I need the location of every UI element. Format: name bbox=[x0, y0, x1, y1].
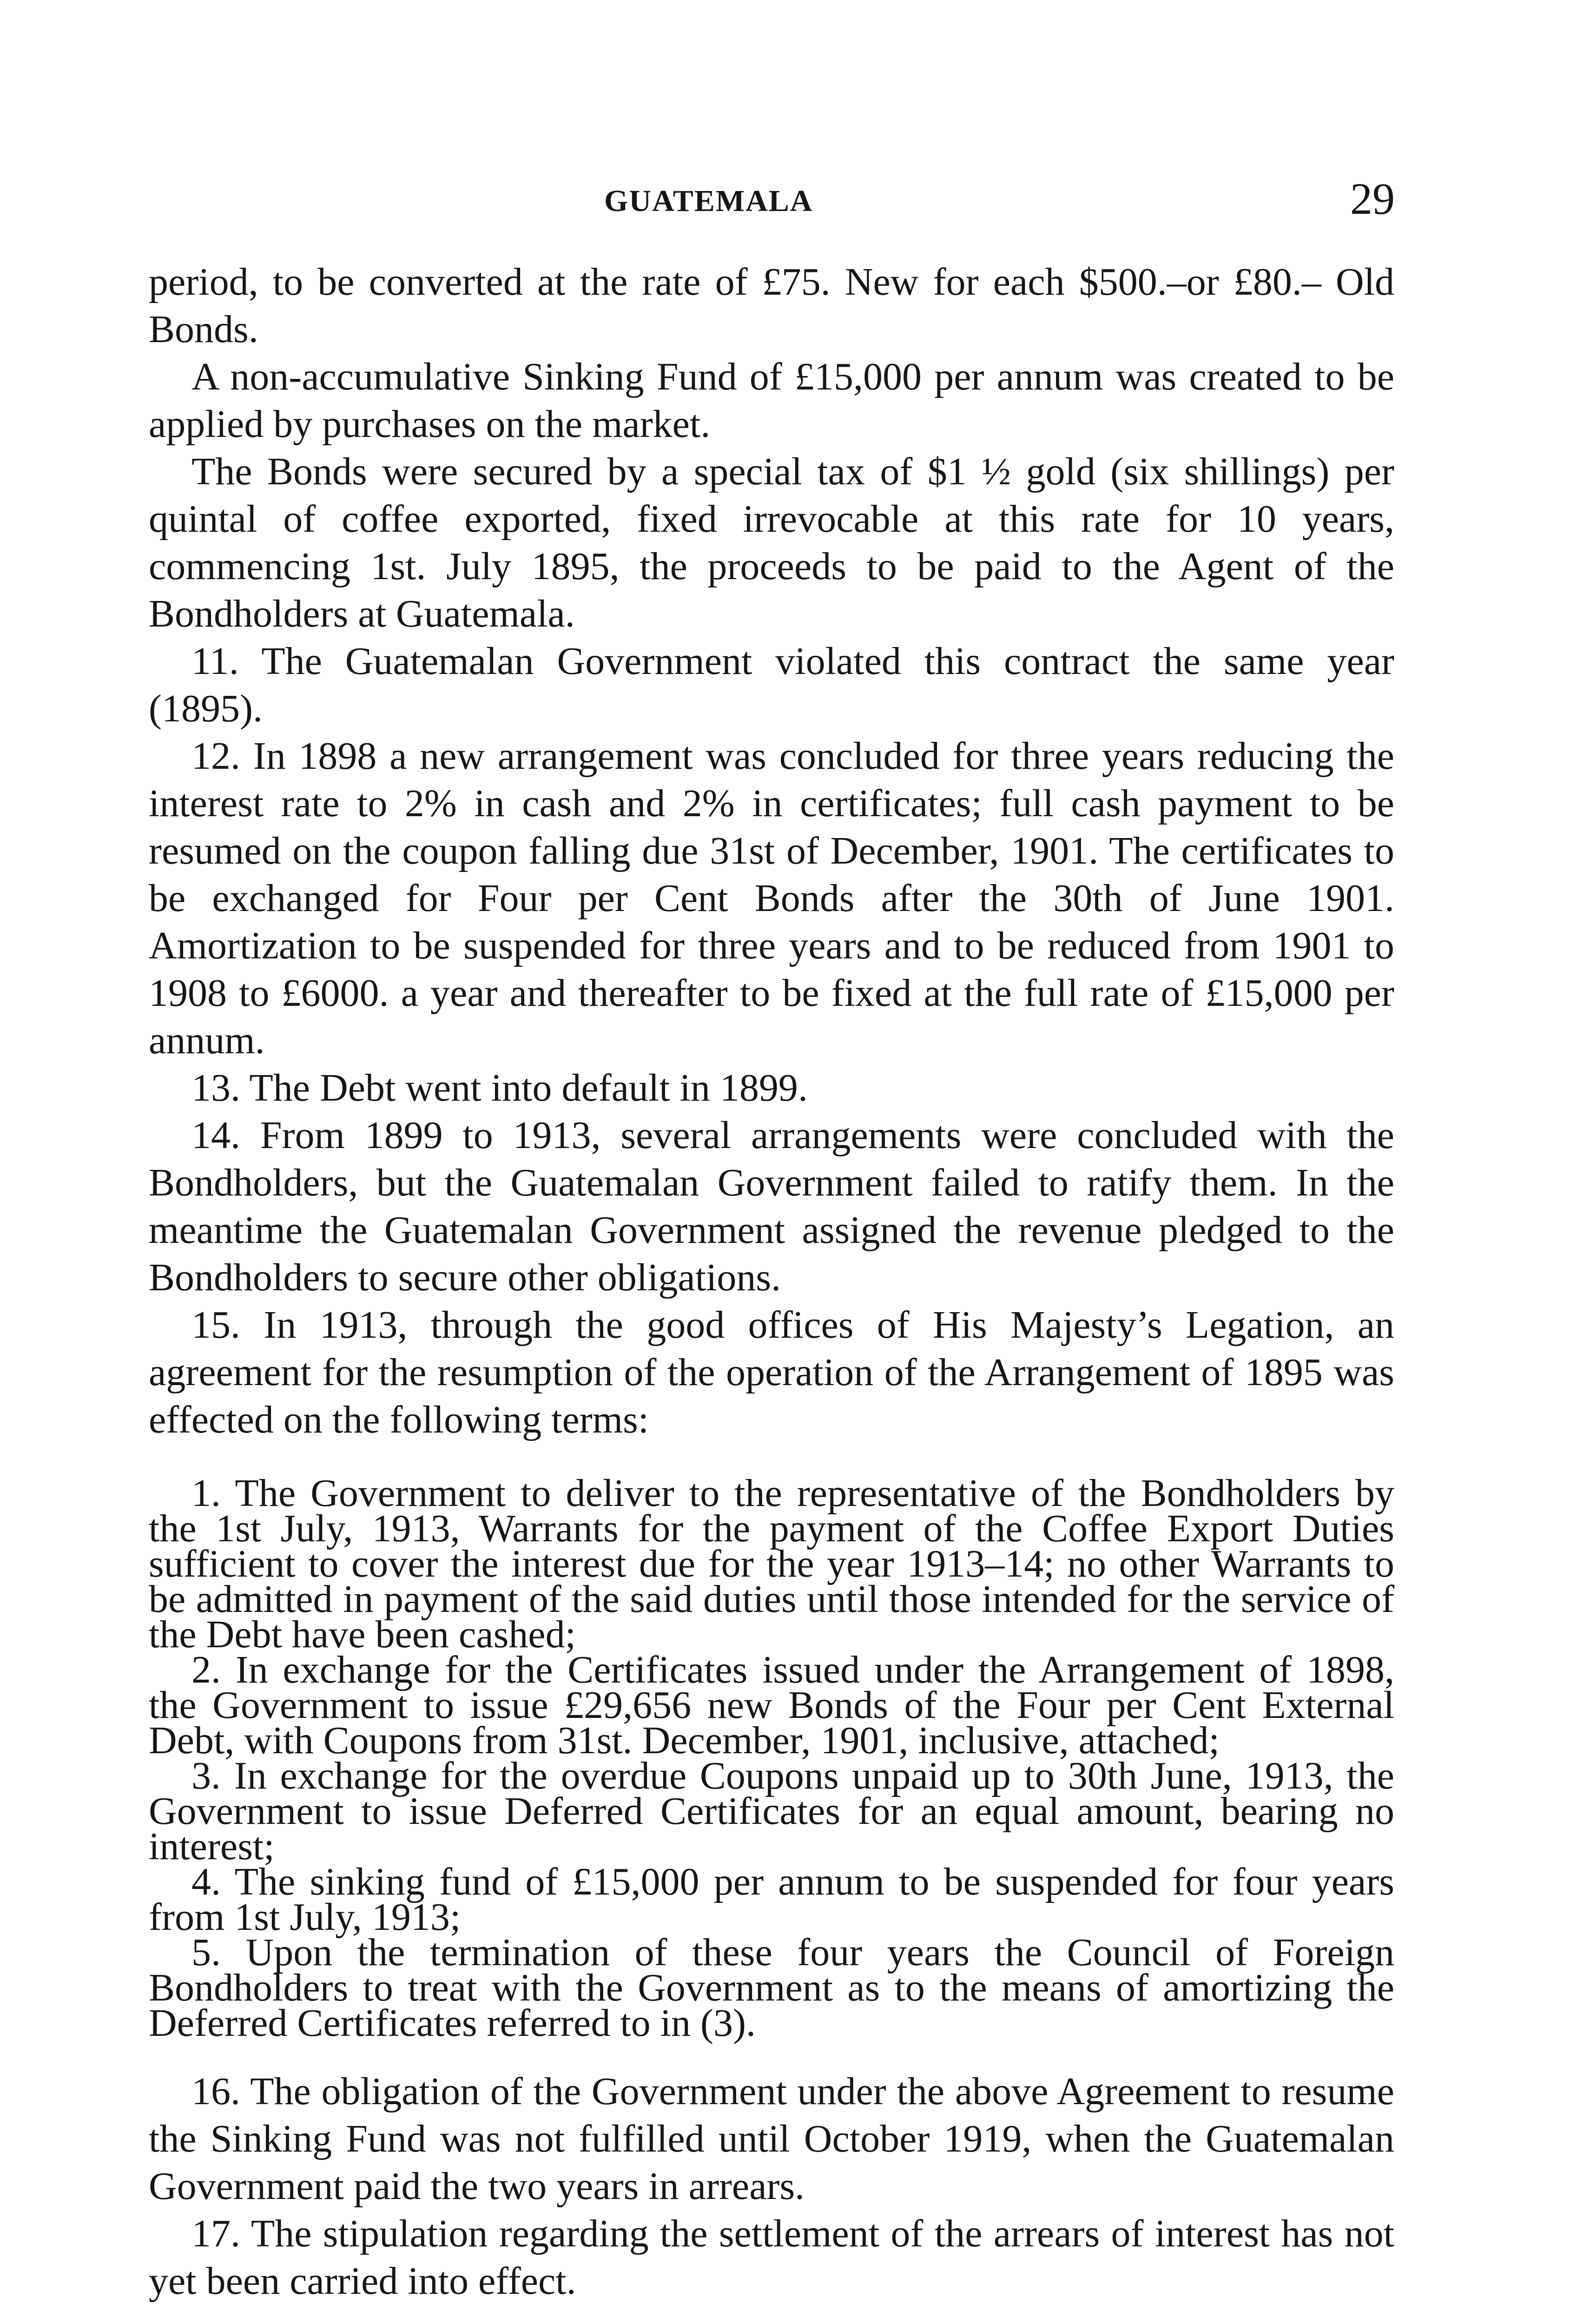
paragraph-bond-security: The Bonds were secured by a special tax of $1 ½ gold (six shillings) per quintal of coffee exported, fixed irrevocable at this rate for 10 years, commencing 1st. July 1895, the proceeds to be paid to the Agent of the Bondholders at Guatemala. bbox=[149, 450, 1394, 635]
running-head: GUATEMALA bbox=[604, 184, 813, 218]
paragraph-14: 14. From 1899 to 1913, several arrangements were concluded with the Bondholders, but the Guatemalan Government failed to ratify them. In the meantime the Guatemalan Government assigned the revenue pledged to the Bondholders to secure other obligations. bbox=[149, 1114, 1394, 1299]
paragraph-continuation: period, to be converted at the rate of £75. New for each $500.–or £80.– Old Bonds. bbox=[149, 260, 1394, 351]
term-5: 5. Upon the termination of these four years the Council of Foreign Bondholders to treat with the Government as to the means of amortizing the Deferred Certificates referred to in (3). bbox=[149, 1931, 1394, 2045]
paragraph-15: 15. In 1913, through the good offices of His Majesty’s Legation, an agreement for the resumption of the operation of the Arrangement of 1895 was effected on the following terms: bbox=[149, 1303, 1394, 1441]
term-3: 3. In exchange for the overdue Coupons unpaid up to 30th June, 1913, the Government to issue Deferred Certificates for an equal amount, bearing no interest; bbox=[149, 1754, 1394, 1868]
paragraph-13: 13. The Debt went into default in 1899. bbox=[191, 1066, 808, 1109]
paragraph-11: 11. The Guatemalan Government violated this contract the same year (1895). bbox=[149, 640, 1394, 730]
paragraph-16: 16. The obligation of the Government under the above Agreement to resume the Sinking Fund was not fulfilled until October 1919, when the Guatemalan Government paid the two years in arrears. bbox=[149, 2070, 1394, 2208]
paragraph-17: 17. The stipulation regarding the settlement of the arrears of interest has not yet been carried into effect. bbox=[149, 2212, 1394, 2303]
paragraph-12: 12. In 1898 a new arrangement was concluded for three years reducing the interest rate to 2% in cash and 2% in certificates; full cash payment to be resumed on the coupon falling due 31st of December, 1901. The certificates to be exchanged for Four per Cent Bonds after the 30th of June 1901. Amortization to be suspended for three years and to be reduced from 1901 to 1908 to £6000. a year and thereafter to be fixed at the full rate of £15,000 per annum. bbox=[149, 734, 1394, 1062]
paragraph-sinking-fund: A non-accumulative Sinking Fund of £15,000 per annum was created to be applied by purchases on the market. bbox=[149, 355, 1394, 446]
term-1: 1. The Government to deliver to the representative of the Bondholders by the 1st July, 1913, Warrants for the payment of the Coffee Export Duties sufficient to cover the interest due for the year 1913–14; no other Warrants to be admitted in payment of the said duties until those intended for the service of the Debt have been cashed; bbox=[149, 1472, 1394, 1656]
term-4: 4. The sinking fund of £15,000 per annum to be suspended for four years from 1st July, 1913; bbox=[149, 1860, 1394, 1939]
term-2: 2. In exchange for the Certificates issued under the Arrangement of 1898, the Government to issue £29,656 new Bonds of the Four per Cent External Debt, with Coupons from 31st. December, 1901, inclusive, attached; bbox=[149, 1648, 1394, 1762]
body-text bbox=[149, 258, 1394, 1444]
agreement-terms-list bbox=[149, 1472, 1394, 2045]
page-number: 29 bbox=[1350, 174, 1395, 224]
closing-text bbox=[149, 2068, 1394, 2305]
